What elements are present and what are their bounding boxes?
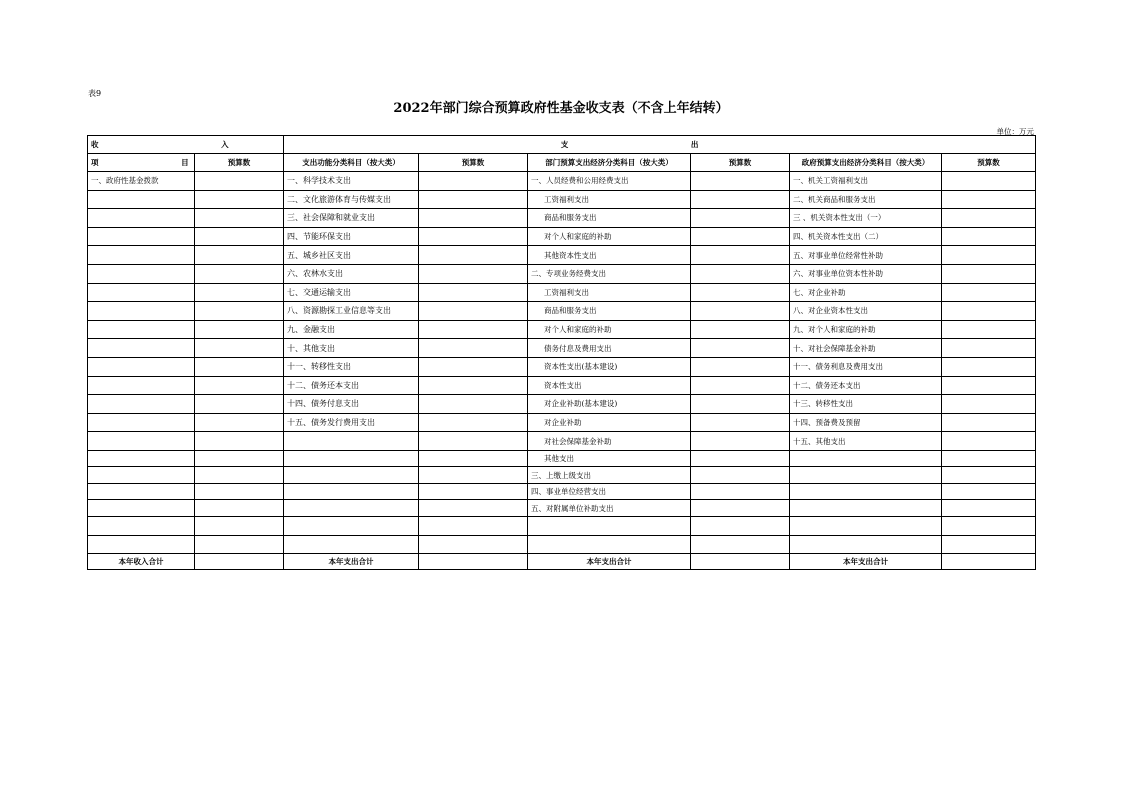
col-budget-header: 预算数: [195, 154, 284, 172]
func-item-cell: 十四、债务付息支出: [284, 395, 419, 414]
gov-item-cell: 一、机关工资福利支出: [790, 172, 942, 191]
dept-item-cell: 其他资本性支出: [528, 246, 691, 265]
dept-item-cell: 债务付息及费用支出: [528, 339, 691, 358]
dept-item-cell: 二、专项业务经费支出: [528, 264, 691, 283]
income-budget-cell: [195, 450, 284, 467]
totals-row: [88, 554, 1036, 570]
func-item-cell: [284, 535, 419, 554]
income-budget-cell: [195, 339, 284, 358]
income-item-cell: [88, 467, 195, 484]
table-row: [88, 483, 1036, 500]
income-budget-cell: [195, 264, 284, 283]
func-item-cell: [284, 500, 419, 517]
dept-budget-cell: [691, 450, 790, 467]
header-row-1: [88, 136, 1036, 154]
func-total-label: 本年支出合计: [284, 554, 419, 570]
func-budget-cell: [419, 395, 528, 414]
unit-label: 单位：万元: [996, 127, 1034, 136]
gov-budget-cell: [942, 209, 1036, 228]
gov-budget-cell: [942, 302, 1036, 321]
gov-budget-cell: [942, 483, 1036, 500]
dept-total-label: 本年支出合计: [528, 554, 691, 570]
func-budget-cell: [419, 516, 528, 535]
func-budget-cell: [419, 357, 528, 376]
dept-item-cell: 对个人和家庭的补助: [528, 227, 691, 246]
income-budget-cell: [195, 467, 284, 484]
col-dept-econ-header: 部门预算支出经济分类科目（按大类）: [528, 154, 691, 172]
gov-item-cell: 五、对事业单位经常性补助: [790, 246, 942, 265]
income-header: 收 入: [88, 136, 284, 154]
income-item-cell: [88, 227, 195, 246]
func-item-cell: 一、科学技术支出: [284, 172, 419, 191]
gov-item-cell: [790, 500, 942, 517]
func-item-cell: 三、社会保障和就业支出: [284, 209, 419, 228]
dept-item-cell: 资本性支出(基本建设): [528, 357, 691, 376]
gov-item-cell: 十、对社会保障基金补助: [790, 339, 942, 358]
gov-budget-cell: [942, 227, 1036, 246]
dept-item-cell: 对社会保障基金补助: [528, 432, 691, 451]
dept-item-cell: 对个人和家庭的补助: [528, 320, 691, 339]
dept-item-cell: 五、对附属单位补助支出: [528, 500, 691, 517]
func-budget-cell: [419, 467, 528, 484]
gov-budget-cell: [942, 283, 1036, 302]
table-row: [88, 320, 1036, 339]
income-budget-cell: [195, 190, 284, 209]
income-item-cell: [88, 432, 195, 451]
func-budget-cell: [419, 172, 528, 191]
col-budget-header: 预算数: [942, 154, 1036, 172]
gov-item-cell: 二、机关商品和服务支出: [790, 190, 942, 209]
dept-budget-cell: [691, 395, 790, 414]
gov-budget-cell: [942, 500, 1036, 517]
func-item-cell: [284, 516, 419, 535]
income-item-cell: [88, 535, 195, 554]
func-budget-cell: [419, 483, 528, 500]
income-budget-cell: [195, 535, 284, 554]
income-item-cell: [88, 190, 195, 209]
expense-header: 支 出: [284, 136, 1036, 154]
gov-budget-cell: [942, 172, 1036, 191]
gov-item-cell: 六、对事业单位资本性补助: [790, 264, 942, 283]
income-item-cell: 一、政府性基金拨款: [88, 172, 195, 191]
dept-item-cell: 对企业补助(基本建设): [528, 395, 691, 414]
table-row: [88, 339, 1036, 358]
income-budget-cell: [195, 432, 284, 451]
income-item-cell: [88, 283, 195, 302]
func-item-cell: 七、交通运输支出: [284, 283, 419, 302]
table-row: [88, 413, 1036, 432]
page-title: 2022年部门综合预算政府性基金收支表（不含上年结转）: [393, 101, 729, 116]
income-budget-cell: [195, 357, 284, 376]
dept-item-cell: 对企业补助: [528, 413, 691, 432]
income-item-cell: [88, 339, 195, 358]
func-item-cell: 九、金融支出: [284, 320, 419, 339]
gov-item-cell: 八、对企业资本性支出: [790, 302, 942, 321]
col-gov-econ-header: 政府预算支出经济分类科目（按大类）: [790, 154, 942, 172]
func-budget-cell: [419, 264, 528, 283]
table-row: [88, 264, 1036, 283]
income-budget-cell: [195, 320, 284, 339]
income-budget-cell: [195, 500, 284, 517]
dept-total-value: [691, 554, 790, 570]
func-item-cell: [284, 450, 419, 467]
dept-item-cell: [528, 516, 691, 535]
gov-item-cell: [790, 516, 942, 535]
dept-item-cell: 其他支出: [528, 450, 691, 467]
gov-budget-cell: [942, 467, 1036, 484]
dept-item-cell: 一、人员经费和公用经费支出: [528, 172, 691, 191]
dept-budget-cell: [691, 209, 790, 228]
table-row: [88, 432, 1036, 451]
func-budget-cell: [419, 320, 528, 339]
gov-item-cell: 十一、债务利息及费用支出: [790, 357, 942, 376]
dept-item-cell: 工资福利支出: [528, 283, 691, 302]
table-row: [88, 227, 1036, 246]
func-item-cell: 十、其他支出: [284, 339, 419, 358]
func-item-cell: 四、节能环保支出: [284, 227, 419, 246]
dept-budget-cell: [691, 357, 790, 376]
income-budget-cell: [195, 395, 284, 414]
func-budget-cell: [419, 450, 528, 467]
func-item-cell: 八、资源勘探工业信息等支出: [284, 302, 419, 321]
dept-budget-cell: [691, 432, 790, 451]
gov-item-cell: 十四、预备费及预留: [790, 413, 942, 432]
col-budget-header: 预算数: [419, 154, 528, 172]
income-item-cell: [88, 376, 195, 395]
func-budget-cell: [419, 500, 528, 517]
gov-budget-cell: [942, 320, 1036, 339]
gov-budget-cell: [942, 339, 1036, 358]
income-total-value: [195, 554, 284, 570]
gov-item-cell: 十二、债务还本支出: [790, 376, 942, 395]
income-budget-cell: [195, 302, 284, 321]
income-budget-cell: [195, 246, 284, 265]
table-row: [88, 190, 1036, 209]
func-item-cell: [284, 483, 419, 500]
table-row: [88, 172, 1036, 191]
dept-budget-cell: [691, 467, 790, 484]
gov-budget-cell: [942, 535, 1036, 554]
func-budget-cell: [419, 302, 528, 321]
gov-total-value: [942, 554, 1036, 570]
header-row-2: [88, 154, 1036, 172]
dept-budget-cell: [691, 516, 790, 535]
income-budget-cell: [195, 227, 284, 246]
dept-item-cell: 资本性支出: [528, 376, 691, 395]
func-item-cell: 十五、债务发行费用支出: [284, 413, 419, 432]
income-item-cell: [88, 450, 195, 467]
func-total-value: [419, 554, 528, 570]
table-row: [88, 535, 1036, 554]
func-budget-cell: [419, 209, 528, 228]
gov-total-label: 本年支出合计: [790, 554, 942, 570]
table-row: [88, 516, 1036, 535]
gov-budget-cell: [942, 432, 1036, 451]
income-item-cell: [88, 302, 195, 321]
income-budget-cell: [195, 413, 284, 432]
gov-budget-cell: [942, 395, 1036, 414]
dept-item-cell: 商品和服务支出: [528, 302, 691, 321]
income-item-cell: [88, 516, 195, 535]
func-budget-cell: [419, 413, 528, 432]
func-item-cell: 十一、转移性支出: [284, 357, 419, 376]
income-item-cell: [88, 395, 195, 414]
gov-item-cell: 四、机关资本性支出（二）: [790, 227, 942, 246]
dept-item-cell: 商品和服务支出: [528, 209, 691, 228]
func-budget-cell: [419, 376, 528, 395]
income-item-cell: [88, 500, 195, 517]
table-row: [88, 500, 1036, 517]
table-row: [88, 357, 1036, 376]
gov-budget-cell: [942, 376, 1036, 395]
table-row: [88, 302, 1036, 321]
gov-budget-cell: [942, 246, 1036, 265]
table-number: 表9: [88, 89, 102, 98]
income-item-cell: [88, 320, 195, 339]
gov-budget-cell: [942, 413, 1036, 432]
func-item-cell: [284, 432, 419, 451]
income-item-cell: [88, 209, 195, 228]
income-total-label: 本年收入合计: [88, 554, 195, 570]
dept-budget-cell: [691, 483, 790, 500]
table-row: [88, 395, 1036, 414]
gov-item-cell: 七、对企业补助: [790, 283, 942, 302]
income-budget-cell: [195, 283, 284, 302]
func-item-cell: [284, 467, 419, 484]
dept-budget-cell: [691, 172, 790, 191]
income-budget-cell: [195, 483, 284, 500]
gov-item-cell: [790, 450, 942, 467]
gov-budget-cell: [942, 357, 1036, 376]
dept-budget-cell: [691, 283, 790, 302]
col-func-header: 支出功能分类科目（按大类）: [284, 154, 419, 172]
col-item-header: 项 目: [88, 154, 195, 172]
gov-item-cell: 三 、机关资本性支出（一）: [790, 209, 942, 228]
dept-budget-cell: [691, 320, 790, 339]
dept-budget-cell: [691, 227, 790, 246]
income-item-cell: [88, 246, 195, 265]
table-row: [88, 209, 1036, 228]
func-item-cell: 六、农林水支出: [284, 264, 419, 283]
func-budget-cell: [419, 246, 528, 265]
table-row: [88, 283, 1036, 302]
gov-item-cell: [790, 535, 942, 554]
table-row: [88, 376, 1036, 395]
dept-budget-cell: [691, 264, 790, 283]
dept-budget-cell: [691, 339, 790, 358]
gov-budget-cell: [942, 450, 1036, 467]
gov-item-cell: [790, 467, 942, 484]
table-row: [88, 467, 1036, 484]
dept-budget-cell: [691, 190, 790, 209]
budget-table: [87, 135, 1036, 570]
income-item-cell: [88, 413, 195, 432]
dept-item-cell: 工资福利支出: [528, 190, 691, 209]
dept-budget-cell: [691, 246, 790, 265]
income-budget-cell: [195, 209, 284, 228]
dept-item-cell: [528, 535, 691, 554]
func-budget-cell: [419, 283, 528, 302]
dept-budget-cell: [691, 535, 790, 554]
func-item-cell: 十二、债务还本支出: [284, 376, 419, 395]
func-budget-cell: [419, 535, 528, 554]
table-row: [88, 246, 1036, 265]
income-item-cell: [88, 483, 195, 500]
gov-budget-cell: [942, 264, 1036, 283]
func-budget-cell: [419, 339, 528, 358]
income-budget-cell: [195, 172, 284, 191]
income-budget-cell: [195, 376, 284, 395]
gov-item-cell: 十五、其他支出: [790, 432, 942, 451]
func-item-cell: 二、文化旅游体育与传媒支出: [284, 190, 419, 209]
func-budget-cell: [419, 227, 528, 246]
dept-budget-cell: [691, 500, 790, 517]
income-item-cell: [88, 264, 195, 283]
col-budget-header: 预算数: [691, 154, 790, 172]
func-budget-cell: [419, 190, 528, 209]
income-item-cell: [88, 357, 195, 376]
gov-budget-cell: [942, 516, 1036, 535]
gov-budget-cell: [942, 190, 1036, 209]
func-budget-cell: [419, 432, 528, 451]
dept-item-cell: 四、事业单位经营支出: [528, 483, 691, 500]
dept-budget-cell: [691, 413, 790, 432]
table-row: [88, 450, 1036, 467]
dept-budget-cell: [691, 376, 790, 395]
gov-item-cell: 十三、转移性支出: [790, 395, 942, 414]
income-budget-cell: [195, 516, 284, 535]
gov-item-cell: 九、对个人和家庭的补助: [790, 320, 942, 339]
dept-item-cell: 三、上缴上级支出: [528, 467, 691, 484]
gov-item-cell: [790, 483, 942, 500]
func-item-cell: 五、城乡社区支出: [284, 246, 419, 265]
dept-budget-cell: [691, 302, 790, 321]
